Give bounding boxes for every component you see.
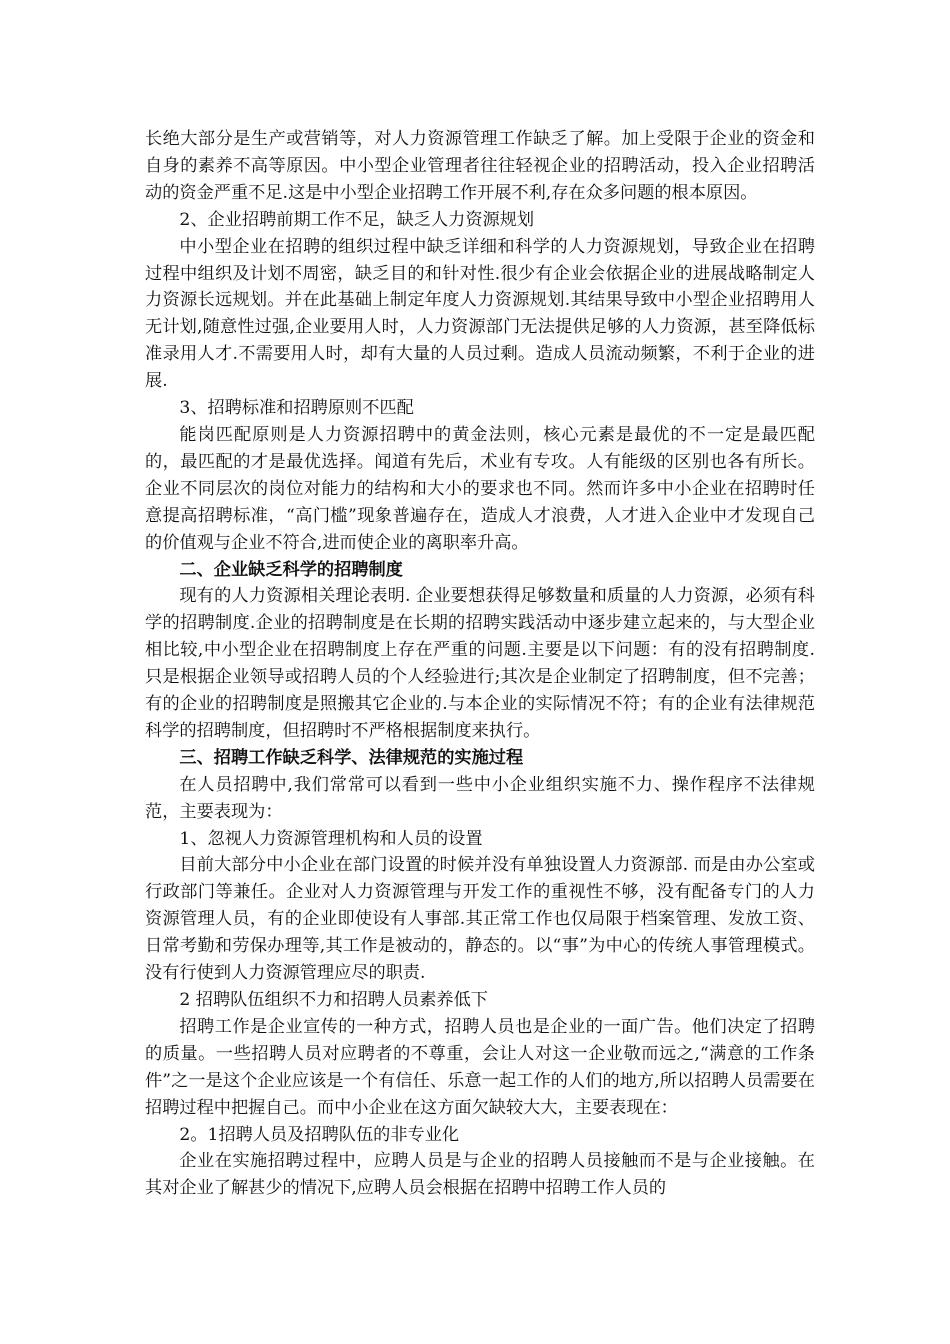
paragraph: 中小型企业在招聘的组织过程中缺乏详细和科学的人力资源规划，导致企业在招聘过程中组织及计划不周密，缺乏目的和针对性.很少有企业会依据企业的进展战略制定人力资源长远规划。并在此基础上制定年度人力资源规划.其结果导致中小型企业招聘用人无计划,随意性过强,企业要用人时，人力资源部门无法提供足够的人力资源，甚至降低标准录用人才.不需要用人时，却有大量的人员过剩。造成人员流动频繁，不利于企业的进展.: [145, 236, 815, 392]
paragraph: 现有的人力资源相关理论表明. 企业要想获得足够数量和质量的人力资源，必须有科学的招聘制度.企业的招聘制度是在长期的招聘实践活动中逐步建立起来的，与大型企业相比较,中小型企业在招聘制度上存在严重的问题.主要是以下问题：有的没有招聘制度. 只是根据企业领导或招聘人员的个人经验进行;其次是企业制定了招聘制度，但不完善；有的企业的招聘制度是照搬其它企业的.与本企业的实际情况不符；有的企业有法律规范科学的招聘制度，但招聘时不严格根据制度来执行。: [145, 586, 815, 741]
paragraph: 目前大部分中小企业在部门设置的时候并没有单独设置人力资源部. 而是由办公室或行政部门等兼任。企业对人力资源管理与开发工作的重视性不够，没有配备专门的人力资源管理人员，有的企业即使设有人事部.其正常工作也仅局限于档案管理、发放工资、日常考勤和劳保办理等,其工作是被动的，静态的。以“事”为中心的传统人事管理模式。没有行使到人力资源管理应尽的职责.: [145, 855, 815, 984]
subheading-2-1: 2。1招聘人员及招聘队伍的非专业化: [179, 1124, 460, 1145]
section-heading-3: 三、招聘工作缺乏科学、法律规范的实施过程: [179, 747, 524, 768]
paragraph: 能岗匹配原则是人力资源招聘中的黄金法则，核心元素是最优的不一定是最匹配的，最匹配的才是最优选择。闻道有先后，术业有专攻。人有能级的区别也各有所长。企业不同层次的岗位对能力的结构和大小的要求也不同。然而许多中小企业在招聘时任意提高招聘标准，“高门槛”现象普遍存在，造成人才浪费，人才进入企业中才发现自己的价值观与企业不符合,进而使企业的离职率升高。: [145, 424, 815, 553]
subheading-2: 2、企业招聘前期工作不足，缺乏人力资源规划: [179, 209, 535, 230]
paragraph: 在人员招聘中,我们常常可以看到一些中小企业组织实施不力、操作程序不法律规范，主要表现为：: [145, 774, 815, 822]
section-heading-2: 二、企业缺乏科学的招聘制度: [179, 559, 403, 580]
paragraph: 招聘工作是企业宣传的一种方式，招聘人员也是企业的一面广告。他们决定了招聘的质量。一些招聘人员对应聘者的不尊重，会让人对这一企业敬而远之,“满意的工作条件”之一是这个企业应该是一个有信任、乐意一起工作的人们的地方,所以招聘人员需要在招聘过程中把握自己。而中小企业在这方面欠缺较大大，主要表现在：: [145, 1016, 815, 1118]
subheading-2: 2 招聘队伍组织不力和招聘人员素养低下: [179, 990, 488, 1010]
paragraph-continued: 长绝大部分是生产或营销等，对人力资源管理工作缺乏了解。加上受限于企业的资金和自身的素养不高等原因。中小型企业管理者往往轻视企业的招聘活动，投入企业招聘活动的资金严重不足.这是中小型企业招聘工作开展不利,存在众多问题的根本原因。: [145, 129, 815, 203]
paragraph: 企业在实施招聘过程中，应聘人员是与企业的招聘人员接触而不是与企业接触。在其对企业了解甚少的情况下,应聘人员会根据在招聘中招聘工作人员的: [145, 1151, 815, 1199]
subheading-3: 3、招聘标准和招聘原则不匹配: [179, 398, 414, 419]
subheading-1: 1、忽视人力资源管理机构和人员的设置: [179, 828, 483, 849]
document-page: [145, 126, 815, 1202]
